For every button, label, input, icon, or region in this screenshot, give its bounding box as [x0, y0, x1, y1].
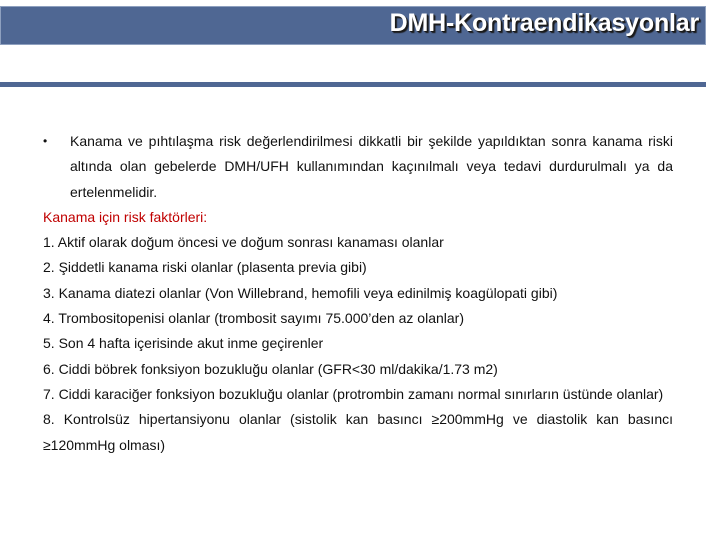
- risk-item-5: 5. Son 4 hafta içerisinde akut inme geçirenler: [43, 335, 324, 352]
- slide-title: DMH-Kontraendikasyonlar: [389, 9, 699, 37]
- title-divider: [0, 82, 706, 87]
- risk-item-3: 3. Kanama diatezi olanlar (Von Willebrand, hemofili veya edinilmiş koagülopati gibi): [43, 284, 558, 301]
- risk-item-7: 7. Ciddi karaciğer fonksiyon bozukluğu olanlar (protrombin zamanı normal sınırların üstünde olanlar): [43, 385, 664, 402]
- risk-item-4: 4. Trombositopenisi olanlar (trombosit sayımı 75.000’den az olanlar): [43, 310, 464, 327]
- risk-item-2: 2. Şiddetli kanama riski olanlar (plasenta previa gibi): [43, 259, 367, 276]
- slide-body: [43, 129, 673, 458]
- risk-heading: Kanama için risk faktörleri:: [43, 208, 208, 225]
- bullet-icon: •: [43, 134, 48, 148]
- risk-item-8: 8. Kontrolsüz hipertansiyonu olanlar (sistolik kan basıncı ≥200mmHg ve diastolik kan basıncı ≥120mmHg olması): [43, 411, 673, 453]
- title-bar: [0, 6, 706, 45]
- intro-text: Kanama ve pıhtılaşma risk değerlendirilmesi dikkatli bir şekilde yapıldıktan sonra kanama riski altında olan gebelerde DMH/UFH kullanımından kaçınılmalı veya tedavi durdurulmalı ya da ertelenmelidir.: [70, 133, 673, 200]
- intro-paragraph: [43, 129, 673, 205]
- risk-item-6: 6. Ciddi böbrek fonksiyon bozukluğu olanlar (GFR<30 ml/dakika/1.73 m2): [43, 360, 498, 377]
- risk-item-1: 1. Aktif olarak doğum öncesi ve doğum sonrası kanaması olanlar: [43, 234, 444, 251]
